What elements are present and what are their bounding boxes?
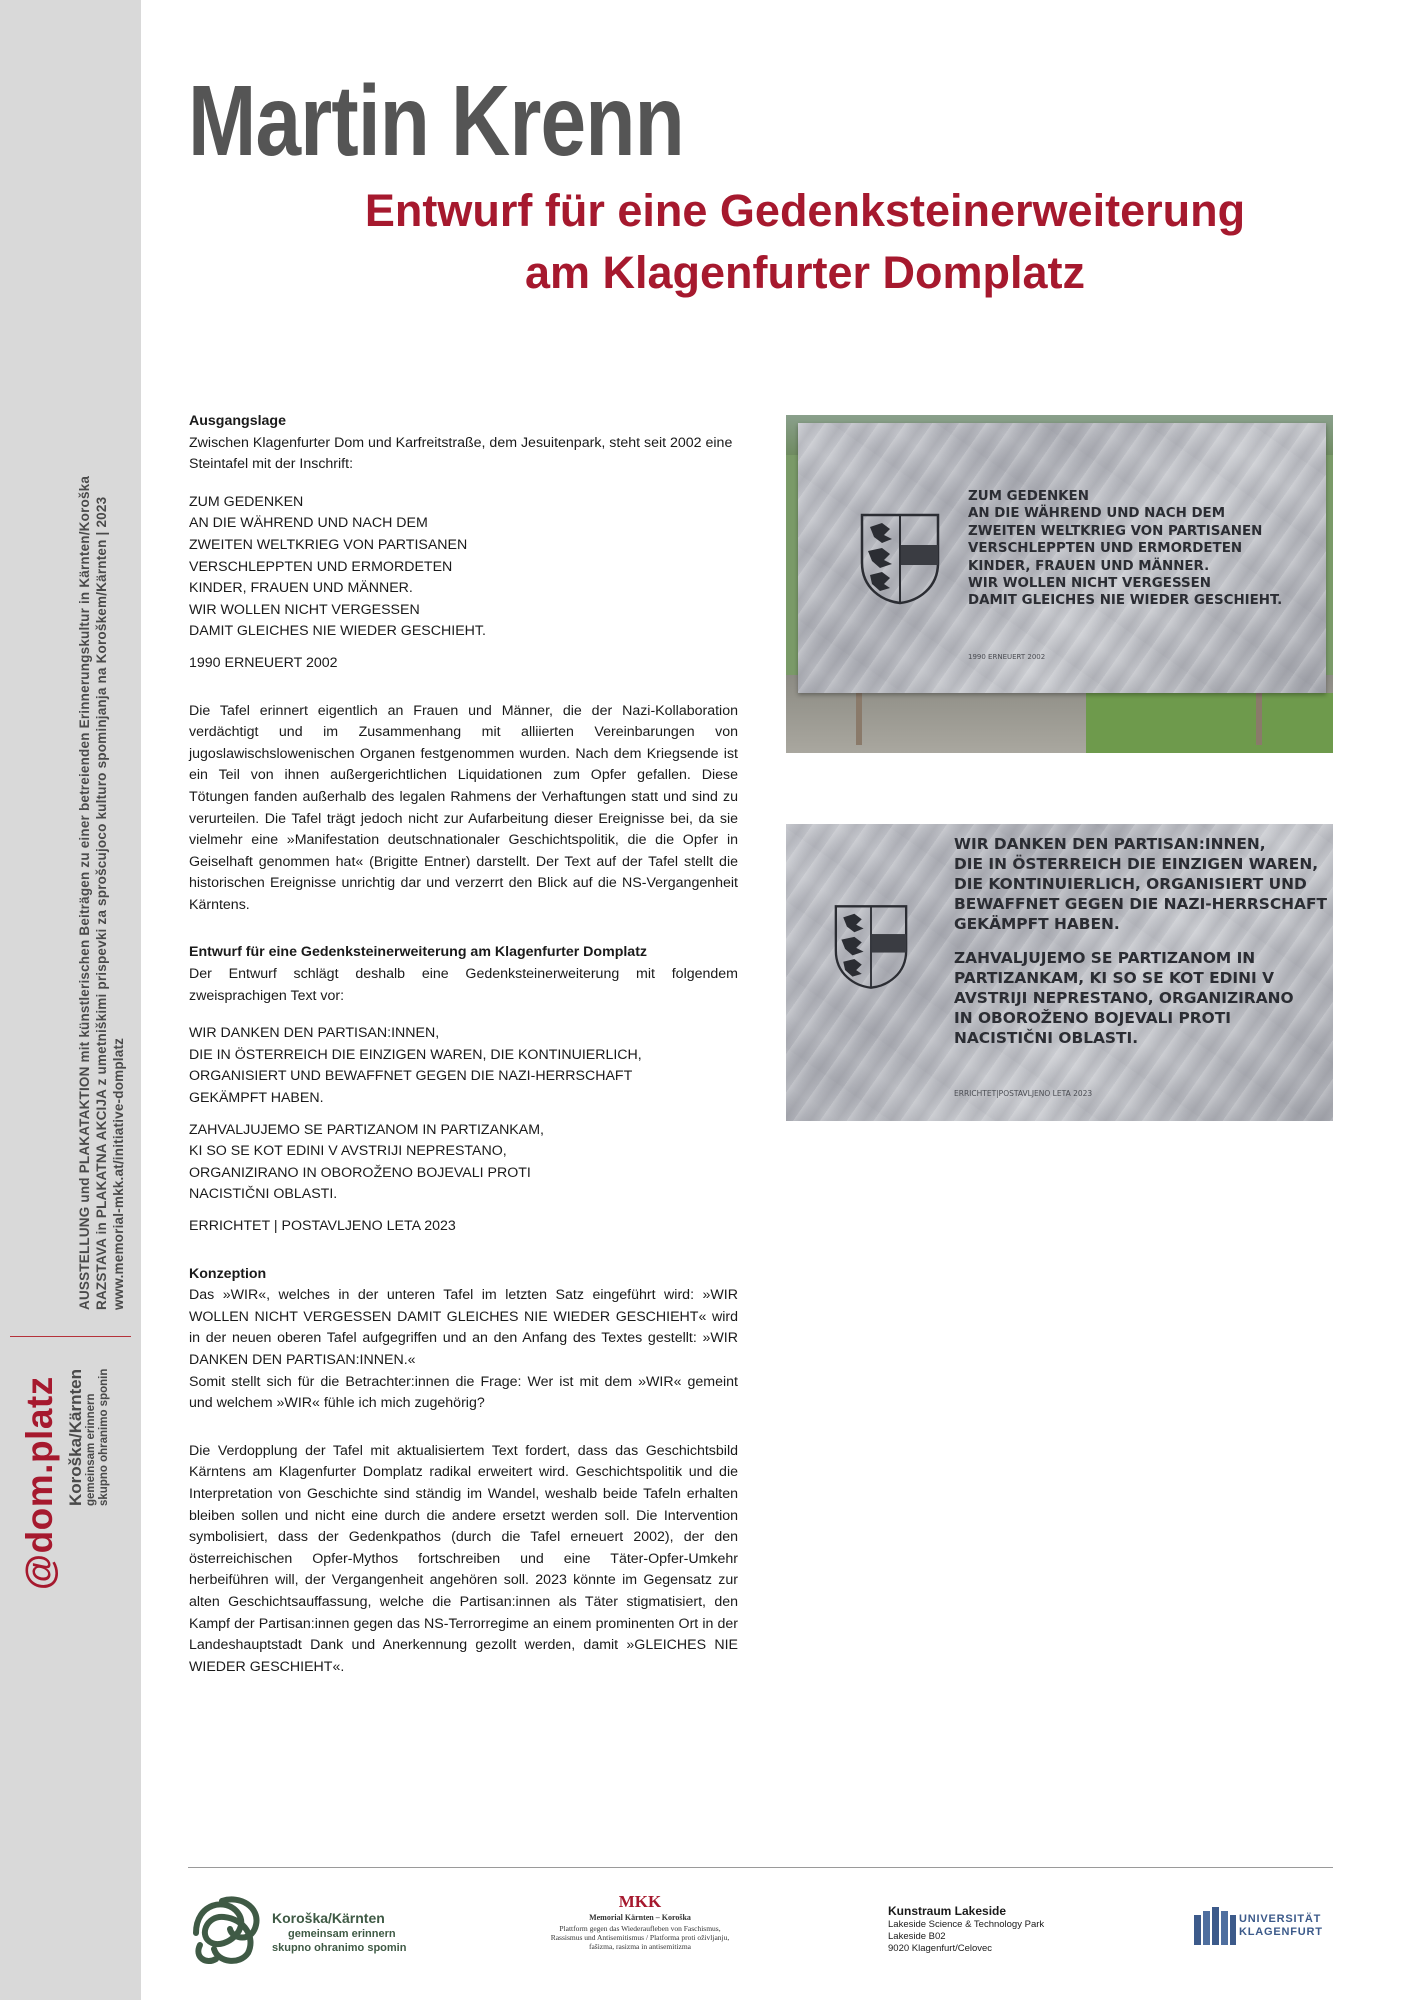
konzeption-paragraph-1: Das »WIR«, welches in der unteren Tafel im letzten Satz eingeführt wird: »WIR WOLLEN NICHT VERGESSEN DAMIT GLEICHES NIE WIEDER GESCHIEHT« wird in der neuen oberen Tafel aufgegriffen und an den Anfang des Textes gestellt: »WIR DANKEN DEN PARTISAN:INNEN.« bbox=[189, 1287, 738, 1368]
sidebar-credits bbox=[76, 410, 127, 1310]
stone-line: NACISTIČNI OBLASTI. bbox=[954, 1029, 1139, 1047]
stone-leg bbox=[1256, 693, 1262, 745]
mkk-subtitle: Memorial Kärnten – Koroška bbox=[589, 1913, 691, 1922]
carinthia-crest-icon bbox=[834, 904, 908, 990]
stone-line: WIR DANKEN DEN PARTISAN:INNEN, bbox=[954, 835, 1266, 853]
koroska-line3: skupno ohranimo spomin bbox=[272, 1942, 407, 1954]
university-line2: KLAGENFURT bbox=[1239, 1926, 1323, 1938]
inscription-line: GEKÄMPFT HABEN. bbox=[189, 1090, 324, 1107]
stone-line: ZWEITEN WELTKRIEG VON PARTISANEN bbox=[968, 523, 1263, 539]
inscription-german bbox=[189, 1023, 738, 1109]
footer-divider bbox=[188, 1867, 1333, 1868]
inscription-line: ORGANISIERT UND BEWAFFNET GEGEN DIE NAZI-HERRSCHAFT bbox=[189, 1068, 633, 1085]
section-heading-konzeption: Konzeption bbox=[189, 1265, 267, 1282]
stone-line: IN OBOROŽENO BOJEVALI PROTI bbox=[954, 1009, 1231, 1027]
mkk-title: MKK bbox=[618, 1892, 662, 1911]
inscription-line: NACISTIČNI OBLASTI. bbox=[189, 1186, 338, 1203]
stone-line: DIE KONTINUIERLICH, ORGANISIERT UND bbox=[954, 875, 1307, 893]
subtitle-line1: Entwurf für eine Gedenksteinerweiterung bbox=[364, 185, 1246, 236]
stone-line: WIR WOLLEN NICHT VERGESSEN bbox=[968, 576, 1211, 592]
brand-subtitle bbox=[66, 1306, 111, 1506]
credit-line-2: RAZSTAVA in PLAKATNA AKCIJA z umetniškimi prispevki za sprošcujoco kulturo spominjanja na Koroškem/Kärnten | 2023 bbox=[94, 496, 109, 1310]
photo-proposed-stone bbox=[786, 824, 1333, 1121]
stone-line: ZAHVALJUJEMO SE PARTIZANOM IN bbox=[954, 949, 1256, 967]
brand-name: @dom.platz bbox=[19, 1376, 60, 1590]
brand-sub-line1: Koroška/Kärnten bbox=[66, 1369, 85, 1506]
university-name bbox=[1239, 1913, 1323, 1939]
inscription-old-date: 1990 ERNEUERT 2002 bbox=[189, 654, 338, 671]
carinthia-crest-icon bbox=[860, 513, 940, 605]
koroska-line2: gemeinsam erinnern bbox=[288, 1928, 396, 1940]
intro-paragraph: Zwischen Klagenfurter Dom und Karfreitstraße, dem Jesuitenpark, steht seit 2002 eine Steintafel mit der Inschrift: bbox=[189, 434, 733, 473]
inscription-line: ZWEITEN WELTKRIEG VON PARTISANEN bbox=[189, 536, 468, 553]
brand-sub-line3: skupno ohranimo sponin bbox=[98, 1368, 110, 1506]
inscription-line: ORGANIZIRANO IN OBOROŽENO BOJEVALI PROTI bbox=[189, 1164, 531, 1181]
university-emblem-icon bbox=[1194, 1907, 1236, 1947]
konzeption-paragraph-2: Somit stellt sich für die Betrachter:innen die Frage: Wer ist mit dem »WIR« gemeint und welchem »WIR« fühle ich mich zugehörig? bbox=[189, 1373, 738, 1412]
page-subtitle bbox=[300, 180, 1310, 304]
inscription-line: WIR WOLLEN NICHT VERGESSEN bbox=[189, 601, 420, 618]
inscription-line: ZAHVALJUJEMO SE PARTIZANOM IN PARTIZANKAM, bbox=[189, 1121, 544, 1138]
inscription-line: DAMIT GLEICHES NIE WIEDER GESCHIEHT. bbox=[189, 623, 486, 640]
sidebar bbox=[0, 0, 141, 2000]
photo-grass bbox=[1086, 693, 1333, 753]
brand-sub-line2: gemeinsam erinnern bbox=[85, 1393, 97, 1506]
marble-slab bbox=[798, 423, 1326, 693]
mkk-desc-1: Plattform gegen das Wiederaufleben von Faschismus, bbox=[559, 1924, 721, 1933]
sidebar-brand bbox=[18, 1330, 110, 1590]
kunstraum-title: Kunstraum Lakeside bbox=[888, 1904, 1007, 1918]
inscription-line: KI SO SE KOT EDINI V AVSTRIJI NEPRESTANO, bbox=[189, 1143, 507, 1160]
subtitle-line2: am Klagenfurter Domplatz bbox=[524, 247, 1086, 298]
stone-date: ERRICHTET|POSTAVLJENO LETA 2023 bbox=[954, 1089, 1093, 1098]
inscription-line: VERSCHLEPPTEN UND ERMORDETEN bbox=[189, 558, 453, 575]
stone-line: AN DIE WÄHREND UND NACH DEM bbox=[968, 506, 1226, 522]
stone-date: 1990 ERNEUERT 2002 bbox=[968, 653, 1046, 661]
inscription-line: WIR DANKEN DEN PARTISAN:INNEN, bbox=[189, 1025, 440, 1042]
kunstraum-line1: Lakeside Science & Technology Park bbox=[888, 1919, 1045, 1930]
stone-line: BEWAFFNET GEGEN DIE NAZI-HERRSCHAFT bbox=[954, 895, 1327, 913]
stone-inscription bbox=[954, 834, 1329, 1048]
inscription-line: ZUM GEDENKEN bbox=[189, 493, 304, 510]
inscription-line: KINDER, FRAUEN UND MÄNNER. bbox=[189, 580, 413, 597]
stone-line: DIE IN ÖSTERREICH DIE EINZIGEN WAREN, bbox=[954, 855, 1319, 873]
body-text bbox=[189, 411, 738, 1678]
context-paragraph: Die Tafel erinnert eigentlich an Frauen und Männer, die der Nazi-Kollaboration verdächtigt und im Zusammenhang mit alliierten Vereinbarungen von jugoslawischslowenischen Organen festgenommen wurden. Nach dem Kriegsende ist ein Teil von ihnen außergerichtlichen Liquidationen zum Opfer gefallen. Diese Tötungen fanden außerhalb des legalen Rahmens der Verhaftungen statt und sind zu verurteilen. Die Tafel trägt jedoch nicht zur Aufarbeitung dieser Ereignisse bei, da sie vielmehr eine »Manifestation deutschnationaler Geschichtspolitik, die die Opfer in Geiselhaft genommen hat« (Brigitte Entner) darstellt. Der Text auf der Tafel stellt die historischen Ereignisse unrichtig dar und verzerrt den Blick auf die NS-Vergangenheit Kärntens. bbox=[189, 702, 738, 913]
kunstraum-line3: 9020 Klagenfurt/Celovec bbox=[888, 1943, 993, 1954]
photo-existing-stone bbox=[786, 415, 1333, 753]
credit-line-3: www.memorial-mkk.at/initiative-domplatz bbox=[111, 1037, 126, 1310]
inscription-new-date: ERRICHTET | POSTAVLJENO LETA 2023 bbox=[189, 1218, 456, 1234]
stone-leg bbox=[856, 693, 862, 745]
inscription-slovene bbox=[189, 1120, 738, 1206]
stone-line: VERSCHLEPPTEN UND ERMORDETEN bbox=[968, 541, 1243, 557]
stone-line-spacer bbox=[954, 934, 1329, 948]
stone-line: PARTIZANKAM, KI SO SE KOT EDINI V bbox=[954, 969, 1275, 987]
marble-slab bbox=[786, 824, 1333, 1121]
mkk-desc-2: Rassismus und Antisemitismus / Platforma proti oživljanju, bbox=[550, 1933, 730, 1942]
credit-line-1: AUSSTELLUNG und PLAKATAKTION mit künstlerischen Beiträgen zu einer betreienden Erinnerungskultur in Kärnten/Koroška bbox=[77, 475, 92, 1310]
section-heading-ausgangslage: Ausgangslage bbox=[189, 413, 286, 429]
koroska-knot-logo-icon bbox=[186, 1893, 266, 1967]
stone-line: KINDER, FRAUEN UND MÄNNER. bbox=[968, 558, 1210, 574]
koroska-title: Koroška/Kärnten bbox=[272, 1910, 385, 1926]
university-logo bbox=[1194, 1907, 1334, 1947]
inscription-line: DIE IN ÖSTERREICH DIE EINZIGEN WAREN, DIE KONTINUIERLICH, bbox=[189, 1046, 642, 1063]
kunstraum-address bbox=[888, 1904, 1108, 1955]
stone-inscription bbox=[968, 488, 1328, 610]
koroska-name bbox=[270, 1910, 430, 1955]
stone-line: ZUM GEDENKEN bbox=[968, 489, 1089, 504]
konzeption-paragraph-3: Die Verdopplung der Tafel mit aktualisiertem Text fordert, dass das Geschichtsbild Kärntens am Klagenfurter Domplatz radikal erweitert wird. Geschichtspolitik und die Interpretation von Geschichte sind ständig im Wandel, weshalb beide Tafeln erhalten bleiben sollen und nicht eine durch die andere ersetzt werden soll. Die Intervention symbolisiert, dass der Gedenkpathos (durch die Tafel erneuert 2002), der den österreichischen Opfer-Mythos fortschreiben und eine Täter-Opfer-Umkehr herbeiführen will, der Vergangenheit angehören soll. 2023 könnte im Gegensatz zur alten Geschichtsauffassung, welche die Partisan:innen als Täter stigmatisiert, den Kampf der Partisan:innen gegen das NS-Terrorregime an einem prominenten Ort in der Landeshauptstadt Dank und Anerkennung gezollt werden, damit »GLEICHES NIE WIEDER GESCHIEHT«. bbox=[189, 1442, 738, 1675]
kunstraum-line2: Lakeside B02 bbox=[888, 1931, 946, 1942]
mkk-logo bbox=[520, 1892, 760, 1951]
inscription-old bbox=[189, 492, 738, 643]
inscription-line: AN DIE WÄHREND UND NACH DEM bbox=[189, 515, 428, 532]
stone-line: GEKÄMPFT HABEN. bbox=[954, 915, 1120, 933]
stone-line: AVSTRIJI NEPRESTANO, ORGANIZIRANO bbox=[954, 989, 1294, 1007]
section-heading-entwurf: Entwurf für eine Gedenksteinerweiterung am Klagenfurter Domplatz bbox=[189, 944, 648, 961]
entwurf-intro: Der Entwurf schlägt deshalb eine Gedenksteinerweiterung mit folgendem zweisprachigen Text vor: bbox=[189, 966, 738, 1004]
stone-line: DAMIT GLEICHES NIE WIEDER GESCHIEHT. bbox=[968, 593, 1283, 609]
page-title: Martin Krenn bbox=[188, 65, 684, 177]
university-line1: UNIVERSITÄT bbox=[1239, 1913, 1322, 1925]
mkk-desc-3: fašizma, rasizma in antisemitizma bbox=[588, 1942, 692, 1951]
